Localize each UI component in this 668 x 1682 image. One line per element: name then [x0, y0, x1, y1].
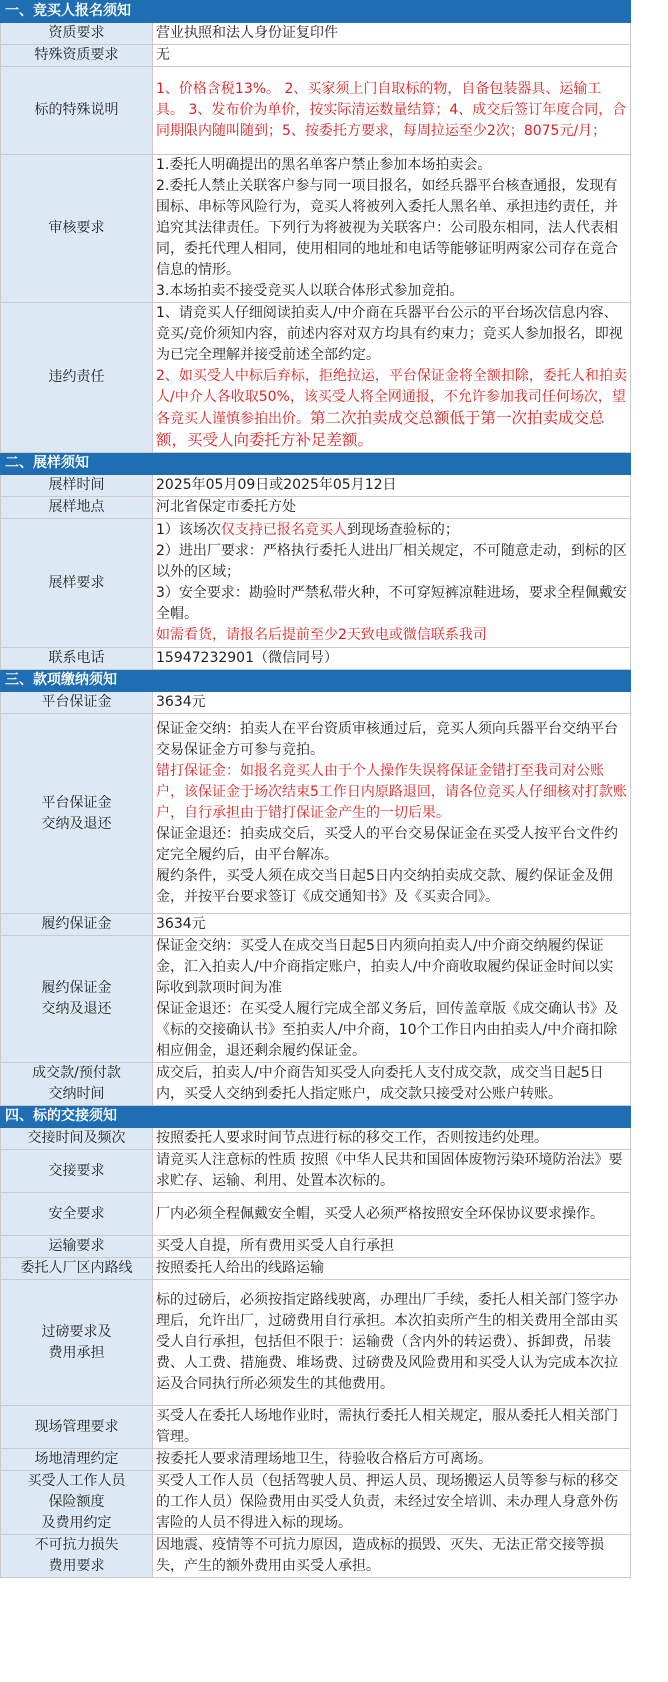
section-header-row — [1, 670, 668, 692]
row-label: 安全要求 — [1, 1193, 153, 1236]
row-label: 特殊资质要求 — [1, 45, 153, 67]
row-value: 买受人在委托人场地作业时，需执行委托人相关规定，服从委托人相关部门管理。 — [153, 1406, 631, 1449]
row-value: 1、价格含税13%。 2、买家须上门自取标的物，自备包装器具、运输工具。 3、发布价为单价，按实际清运数量结算；4、成交后签订年度合同，合同期限内随叫随到；5、按委托方要求，每周拉运至少2次；8075元/月； — [153, 67, 631, 155]
deposit-para-1: 保证金交纳：拍卖人在平台资质审核通过后，竞买人须向兵器平台交纳平台交易保证金方可参与竞拍。 — [156, 721, 618, 758]
row-label: 委托人厂区内路线 — [1, 1258, 153, 1280]
perf-para-2: 保证金退还：在买受人履行完成全部义务后，回传盖章版《成交确认书》及《标的交接确认书》至拍卖人/中介商，10个工作日内由拍卖人/中介商扣除相应佣金，退还剩余履约保证金。 — [156, 1001, 618, 1059]
row-label: 交接时间及频次 — [1, 1128, 153, 1150]
table-row — [1, 519, 668, 648]
row-value — [153, 155, 631, 303]
row-value — [153, 936, 631, 1063]
row-label: 交接要求 — [1, 1150, 153, 1193]
row-label: 现场管理要求 — [1, 1406, 153, 1449]
table-row — [1, 155, 668, 303]
table-row — [1, 1150, 668, 1193]
breach-text-black: 1、请竞买人仔细阅读拍卖人/中介商在兵器平台公示的平台场次信息内容、竞买/竞价须知内容，前述内容对双方均具有约束力；竞买人参加报名，即视为已完全理解并接受前述全部约定。 — [156, 305, 623, 363]
row-value — [153, 714, 631, 914]
sample-line-4: 如需看货，请报名后提前至少2天致电或微信联系我司 — [156, 627, 487, 643]
perf-para-1: 保证金交纳：买受人在成交当日起5日内须向拍卖人/中介商交纳履约保证金，汇入拍卖人/中介商指定账户，拍卖人/中介商收取履约保证金时间以实际收到款项时间为准 — [156, 938, 614, 996]
table-row — [1, 497, 668, 519]
row-value: 按委托人要求清理场地卫生，待验收合格后方可离场。 — [153, 1449, 631, 1471]
table-row — [1, 1406, 668, 1449]
table-row — [1, 692, 668, 714]
table-row — [1, 1236, 668, 1258]
table-row — [1, 67, 668, 155]
row-value: 河北省保定市委托方处 — [153, 497, 631, 519]
section-header-row — [1, 453, 668, 475]
section-title-3: 三、款项缴纳须知 — [1, 670, 631, 692]
row-label: 不可抗力损失 费用要求 — [1, 1535, 153, 1578]
row-value: 营业执照和法人身份证复印件 — [153, 23, 631, 45]
row-value: 按照委托人要求时间节点进行标的移交工作，否则按违约处理。 — [153, 1128, 631, 1150]
row-value: 标的过磅后，必须按指定路线驶离，办理出厂手续，委托人相关部门签字办理后，允许出厂，过磅费用自行承担。本次拍卖所产生的相关费用全部由买受人自行承担，包括但不限于：运输费（含内外的转运费）、拆卸费，吊装费、人工费、措施费、堆场费、过磅费及风险费用和买受人认为完成本次拉运及合同执行所必须发生的其他费用。 — [153, 1280, 631, 1406]
row-label: 资质要求 — [1, 23, 153, 45]
deposit-para-2: 错打保证金：如报名竞买人由于个人操作失误将保证金错打至我司对公账户，该保证金于场次结束5工作日内原路退回，请各位竞买人仔细核对打款账户，自行承担由于错打保证金产生的一切后果。 — [156, 763, 627, 821]
audit-line-2: 2.委托人禁止关联客户参与同一项目报名，如经兵器平台核查通报，发现有围标、串标等风险行为，竞买人将被列入委托人黑名单、承担违约责任，并追究其法律责任。下列行为将被视为关联客户：公司股东相同，法人代表相同，委托代理人相同，使用相同的地址和电话等能够证明两家公司存在竞合信息的情形。 — [156, 178, 618, 278]
table-row — [1, 914, 668, 936]
audit-line-1: 1.委托人明确提出的黑名单客户禁止参加本场拍卖会。 — [156, 157, 492, 173]
row-value: 按照委托人给出的线路运输 — [153, 1258, 631, 1280]
table-row — [1, 1128, 668, 1150]
table-row — [1, 303, 668, 453]
sample-line-3: 3）安全要求：勘验时严禁私带火种，不可穿短裤凉鞋进场，要求全程佩戴安全帽。 — [156, 585, 627, 622]
row-value: 无 — [153, 45, 631, 67]
row-value — [153, 519, 631, 648]
section-header-row — [1, 1106, 668, 1128]
row-label: 审核要求 — [1, 155, 153, 303]
row-label: 平台保证金 交纳及退还 — [1, 714, 153, 914]
table-row — [1, 1193, 668, 1236]
row-label: 展样时间 — [1, 475, 153, 497]
table-row — [1, 936, 668, 1063]
breach-text-red-serif: 第二次拍卖成交总额低于第一次拍卖成交总额，买受人向委托方补足差额。 — [156, 409, 605, 449]
section-header-row — [1, 1, 668, 23]
table-row — [1, 1449, 668, 1471]
table-row — [1, 1280, 668, 1406]
section-title-4: 四、标的交接须知 — [1, 1106, 631, 1128]
table-row — [1, 45, 668, 67]
table-row — [1, 1535, 668, 1578]
row-value: 因地震、疫情等不可抗力原因，造成标的损毁、灭失、无法正常交接等损失，产生的额外费用由买受人承担。 — [153, 1535, 631, 1578]
row-label: 运输要求 — [1, 1236, 153, 1258]
table-row — [1, 23, 668, 45]
table-row — [1, 1471, 668, 1535]
row-value: 3634元 — [153, 914, 631, 936]
row-label: 过磅要求及 费用承担 — [1, 1280, 153, 1406]
deposit-para-3: 保证金退还：拍卖成交后，买受人的平台交易保证金在买受人按平台文件约定完全履约后，由平台解冻。 — [156, 826, 618, 863]
row-value: 成交后，拍卖人/中介商告知买受人向委托人支付成交款，成交当日起5日内，买受人交纳到委托人指定账户，成交款只接受对公账户转账。 — [153, 1063, 631, 1106]
deposit-para-4: 履约条件，买受人须在成交当日起5日内交纳拍卖成交款、履约保证金及佣金，并按平台要求签订《成交通知书》及《买卖合同》。 — [156, 868, 613, 905]
table-row — [1, 1063, 668, 1106]
table-row — [1, 714, 668, 914]
row-label: 平台保证金 — [1, 692, 153, 714]
row-label: 展样地点 — [1, 497, 153, 519]
section-title-2: 二、展样须知 — [1, 453, 631, 475]
row-label: 成交款/预付款 交纳时间 — [1, 1063, 153, 1106]
table-row — [1, 475, 668, 497]
audit-line-3: 3.本场拍卖不接受竞买人以联合体形式参加竞拍。 — [156, 283, 464, 299]
row-value: 买受人工作人员（包括驾驶人员、押运人员、现场搬运人员等参与标的移交的工作人员）保险费用由买受人负责，未经过安全培训、未办理人身意外伤害险的人员不得进入标的现场。 — [153, 1471, 631, 1535]
row-value: 厂内必须全程佩戴安全帽，买受人必须严格按照安全环保协议要求操作。 — [153, 1193, 631, 1236]
row-label: 履约保证金 交纳及退还 — [1, 936, 153, 1063]
breach-text-red: 2、如买受人中标后弃标，拒绝拉运，平台保证金将全额扣除，委托人和拍卖人/中介人各收取50%，该买受人将全网通报，不允许参加我司任何场次，望各竞买人谨慎参拍出价。 — [156, 368, 627, 427]
row-label: 联系电话 — [1, 648, 153, 670]
row-label: 展样要求 — [1, 519, 153, 648]
row-label: 场地清理约定 — [1, 1449, 153, 1471]
table-row — [1, 648, 668, 670]
row-label: 履约保证金 — [1, 914, 153, 936]
row-value — [153, 303, 631, 453]
sample-line-2: 2）进出厂要求：严格执行委托人进出厂相关规定，不可随意走动，到标的区以外的区域； — [156, 543, 627, 580]
row-label: 买受人工作人员 保险额度 及费用约定 — [1, 1471, 153, 1535]
contact-phone: 15947232901（微信同号） — [153, 648, 631, 670]
row-label: 违约责任 — [1, 303, 153, 453]
section-title-1: 一、竞买人报名须知 — [1, 1, 631, 23]
row-value: 买受人自提，所有费用买受人自行承担 — [153, 1236, 631, 1258]
table-row — [1, 1258, 668, 1280]
row-label: 标的特殊说明 — [1, 67, 153, 155]
row-value: 2025年05月09日或2025年05月12日 — [153, 475, 631, 497]
row-value: 请竞买人注意标的性质 按照《中华人民共和国固体废物污染环境防治法》要求贮存、运输、利用、处置本次标的。 — [153, 1150, 631, 1193]
sample-line-1: 1）该场次仅支持已报名竞买人到现场查验标的； — [156, 522, 459, 538]
row-value: 3634元 — [153, 692, 631, 714]
